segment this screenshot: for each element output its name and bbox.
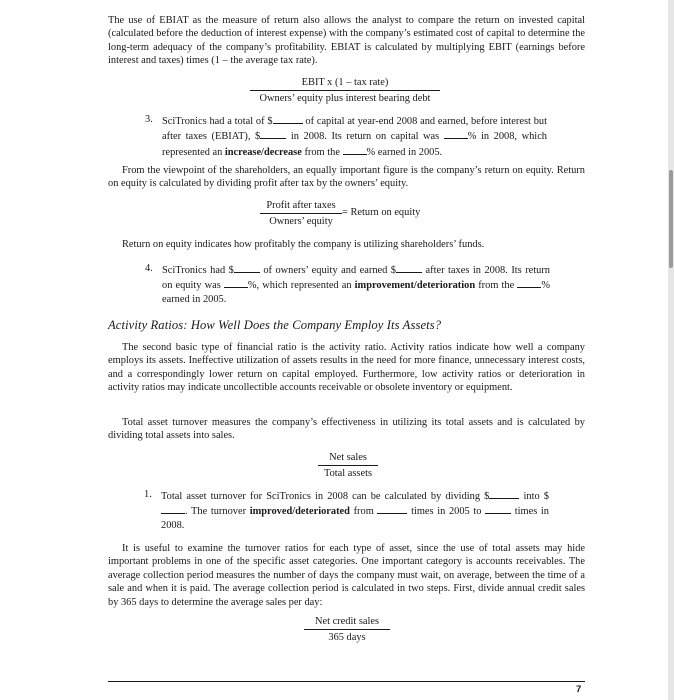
paragraph-activity-ratios: The second basic type of financial ratio is the activity ratio. Activity ratios indicate how well a company employs its assets. Ineffective utilization of assets results in the need for more finance, unnecessary interest costs, and a correspondingly lower return on capital employed. Furthermore, low activity ratios or deterioration in activity ratios may indicate uncollectible accounts receivable or obsolete inventory or equipment.	[108, 342, 585, 394]
formula-denominator: Total assets	[318, 465, 378, 480]
answer-blank[interactable]	[161, 503, 185, 514]
question-4: 4. SciTronics had $ of owners’ equity and earned $ after taxes in 2008. Its return on equity was %, which represented an improvement/deterioration from the % earned in 2005.	[145, 263, 551, 305]
answer-blank[interactable]	[396, 262, 422, 273]
formula-numerator: Profit after taxes	[266, 200, 336, 211]
formula-numerator: Net sales	[329, 452, 367, 463]
formula-sales-per-day	[304, 615, 390, 644]
question-3: 3. SciTronics had a total of $ of capital at year-end 2008 and earned, before interest but after taxes (EBIAT), $ in 2008. Its return on capital was % in 2008, which represented an increase/decrease from the % earned in 2005.	[145, 114, 547, 158]
scrollbar-thumb[interactable]	[669, 170, 673, 268]
answer-blank[interactable]	[489, 488, 519, 499]
paragraph-ebiat: The use of EBIAT as the measure of return also allows the analyst to compare the return on invested capital (calculated before the deduction of interest expense) with the company’s estimated cost of capital to determine the long-term adequacy of the company’s profitability. EBIAT is calculated by multiplying EBIT (earnings before interest and taxes) times (1 – the average tax rate).	[108, 15, 585, 67]
answer-blank[interactable]	[377, 503, 407, 514]
formula-return-on-equity	[260, 199, 342, 228]
answer-blank[interactable]	[343, 144, 367, 155]
paragraph-collection-period: It is useful to examine the turnover ratios for each type of asset, since the use of total assets may hide important problems in one of the specific asset categories. One important category is accounts receivables. The average collection period measures the number of days the company must wait, on average, between the time of a sale and when it is paid. The average collection period is calculated in two steps. First, divide annual credit sales by 365 days to determine the average sales per day:	[108, 543, 585, 608]
formula-denominator: Owners’ equity plus interest bearing debt	[250, 90, 440, 105]
formula-return-on-capital	[250, 76, 440, 105]
answer-blank[interactable]	[273, 113, 303, 124]
answer-blank[interactable]	[224, 277, 248, 288]
answer-blank[interactable]	[260, 128, 286, 139]
formula-result: = Return on equity	[342, 207, 421, 218]
page-number: 7	[576, 684, 582, 695]
question-number: 1.	[144, 489, 152, 500]
formula-denominator: Owners’ equity	[260, 213, 342, 228]
question-number: 4.	[145, 263, 153, 274]
scrollbar-track[interactable]	[668, 0, 674, 700]
paragraph-asset-turnover: Total asset turnover measures the company’s effectiveness in utilizing its total assets and is calculated by dividing total assets into sales.	[108, 417, 585, 442]
answer-blank[interactable]	[234, 262, 260, 273]
footer-rule	[108, 681, 585, 682]
paragraph-roe-meaning: Return on equity indicates how profitably the company is utilizing shareholders’ funds.	[122, 239, 485, 250]
question-1: 1. Total asset turnover for SciTronics in 2008 can be calculated by dividing $ into $. The turnover improved/deteriorated from times in 2005 to times in 2008.	[144, 489, 549, 531]
paragraph-return-on-equity: From the viewpoint of the shareholders, an equally important figure is the company’s return on equity. Return on equity is calculated by dividing profit after tax by the owners’ equity.	[108, 165, 585, 190]
section-heading: Activity Ratios: How Well Does the Company Employ Its Assets?	[108, 318, 442, 332]
question-number: 3.	[145, 114, 153, 125]
formula-asset-turnover	[318, 451, 378, 480]
answer-blank[interactable]	[485, 503, 511, 514]
formula-numerator: Net credit sales	[314, 616, 380, 627]
formula-denominator: 365 days	[304, 629, 390, 644]
answer-blank[interactable]	[444, 128, 468, 139]
answer-blank[interactable]	[517, 277, 541, 288]
formula-numerator: EBIT x (1 – tax rate)	[301, 77, 389, 88]
